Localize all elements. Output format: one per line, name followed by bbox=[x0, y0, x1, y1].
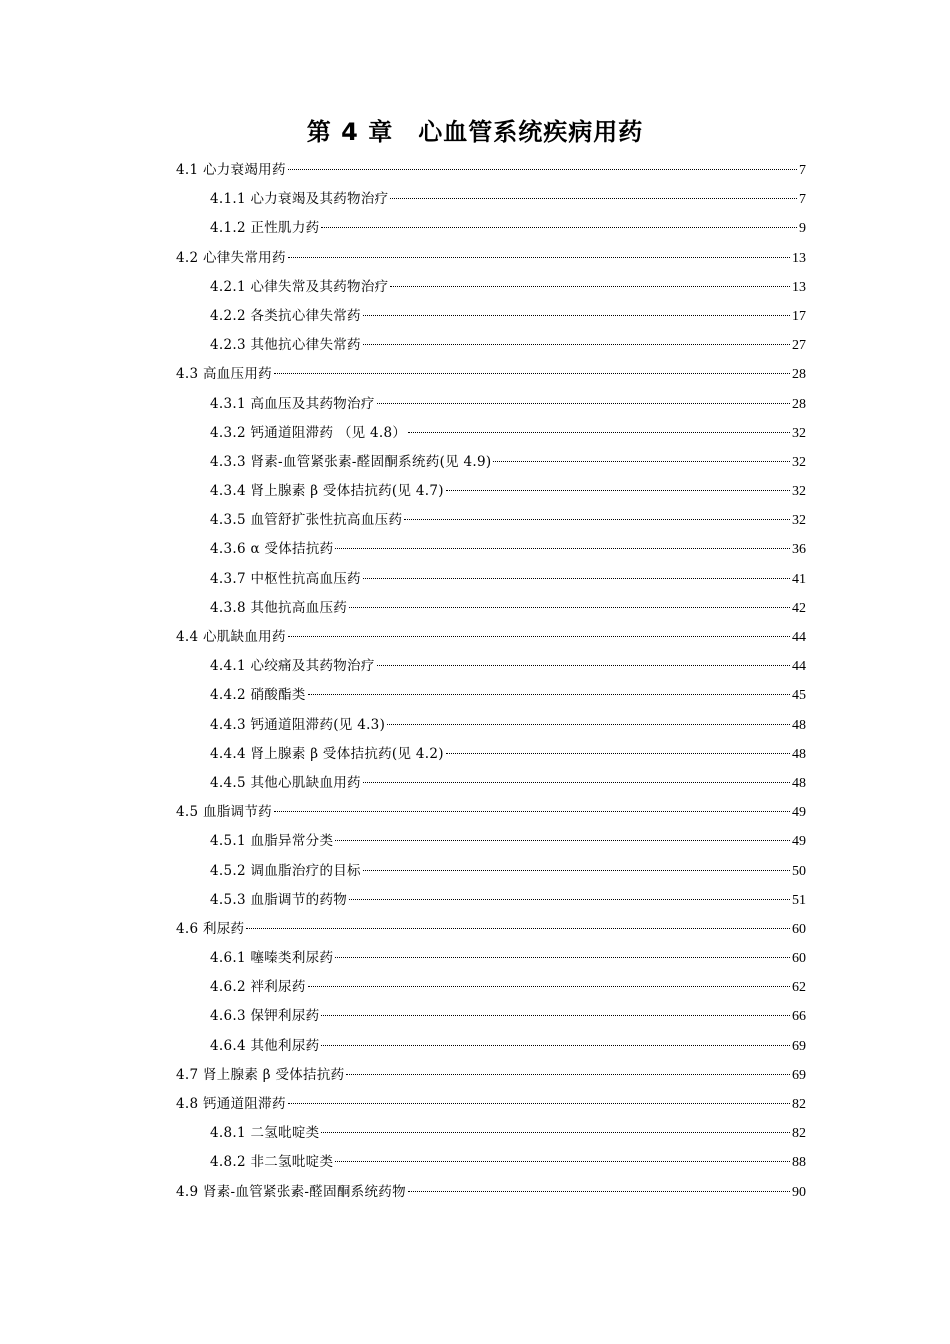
toc-entry-label: 4.5.1 血脂异常分类 bbox=[210, 833, 334, 850]
toc-subsection-entry[interactable] bbox=[176, 769, 806, 798]
toc-subsection-entry[interactable] bbox=[176, 1002, 806, 1031]
toc-dot-leader bbox=[321, 1015, 790, 1016]
toc-dot-leader bbox=[446, 490, 790, 491]
toc-subsection-entry[interactable] bbox=[176, 857, 806, 886]
toc-page-number: 32 bbox=[792, 513, 806, 529]
toc-subsection-entry[interactable] bbox=[176, 302, 806, 331]
toc-entry-label: 4.3.1 高血压及其药物治疗 bbox=[210, 395, 375, 412]
toc-dot-leader bbox=[335, 1161, 790, 1162]
toc-entry-label: 4.4.4 肾上腺素 β 受体拮抗药(见 4.2) bbox=[210, 745, 444, 762]
toc-subsection-entry[interactable] bbox=[176, 1119, 806, 1148]
toc-dot-leader bbox=[335, 957, 790, 958]
toc-entry-label: 4.3.4 肾上腺素 β 受体拮抗药(见 4.7) bbox=[210, 483, 444, 500]
toc-page-number: 48 bbox=[792, 746, 806, 762]
toc-subsection-entry[interactable] bbox=[176, 944, 806, 973]
toc-entry-label: 4.2.2 各类抗心律失常药 bbox=[210, 307, 361, 324]
toc-subsection-entry[interactable] bbox=[176, 506, 806, 535]
toc-subsection-entry[interactable] bbox=[176, 565, 806, 594]
toc-dot-leader bbox=[404, 519, 790, 520]
toc-subsection-entry[interactable] bbox=[176, 740, 806, 769]
toc-section-entry[interactable] bbox=[176, 798, 806, 827]
toc-page-number: 27 bbox=[792, 338, 806, 354]
toc-page-number: 60 bbox=[792, 921, 806, 937]
toc-page-number: 48 bbox=[792, 775, 806, 791]
toc-dot-leader bbox=[377, 403, 790, 404]
toc-dot-leader bbox=[308, 694, 790, 695]
toc-entry-label: 4.8 钙通道阻滞药 bbox=[176, 1096, 286, 1112]
toc-subsection-entry[interactable] bbox=[176, 214, 806, 243]
toc-entry-label: 4.4 心肌缺血用药 bbox=[176, 629, 286, 645]
toc-section-entry[interactable] bbox=[176, 360, 806, 389]
toc-dot-leader bbox=[446, 753, 790, 754]
toc-subsection-entry[interactable] bbox=[176, 185, 806, 214]
toc-dot-leader bbox=[288, 1103, 790, 1104]
toc-dot-leader bbox=[363, 315, 790, 316]
toc-entry-label: 4.8.2 非二氢吡啶类 bbox=[210, 1154, 334, 1171]
toc-page-number: 51 bbox=[792, 892, 806, 908]
toc-dot-leader bbox=[363, 782, 790, 783]
toc-dot-leader bbox=[363, 344, 790, 345]
toc-dot-leader bbox=[274, 811, 790, 812]
toc-page-number: 44 bbox=[792, 659, 806, 675]
toc-dot-leader bbox=[335, 840, 790, 841]
toc-page-number: 50 bbox=[792, 863, 806, 879]
toc-page-number: 82 bbox=[792, 1097, 806, 1112]
toc-dot-leader bbox=[387, 724, 790, 725]
toc-entry-label: 4.1.2 正性肌力药 bbox=[210, 220, 320, 237]
toc-page-number: 49 bbox=[792, 805, 806, 821]
toc-page-number: 42 bbox=[792, 600, 806, 616]
toc-dot-leader bbox=[321, 227, 797, 228]
toc-subsection-entry[interactable] bbox=[176, 886, 806, 915]
toc-subsection-entry[interactable] bbox=[176, 681, 806, 710]
toc-entry-label: 4.6 利尿药 bbox=[176, 920, 245, 937]
chapter-title: 第 4 章 心血管系统疾病用药 bbox=[306, 118, 644, 146]
toc-entry-label: 4.4.5 其他心肌缺血用药 bbox=[210, 774, 361, 791]
toc-entry-label: 4.3.3 肾素-血管紧张素-醛固酮系统药(见 4.9) bbox=[210, 453, 492, 470]
toc-dot-leader bbox=[493, 461, 790, 462]
toc-subsection-entry[interactable] bbox=[176, 535, 806, 564]
toc-section-entry[interactable] bbox=[176, 1061, 806, 1090]
toc-entry-label: 4.4.1 心绞痛及其药物治疗 bbox=[210, 658, 375, 675]
toc-dot-leader bbox=[408, 432, 790, 433]
toc-page-number: 60 bbox=[792, 951, 806, 967]
toc-page-number: 7 bbox=[799, 192, 806, 208]
toc-subsection-entry[interactable] bbox=[176, 594, 806, 623]
toc-page-number: 82 bbox=[792, 1126, 806, 1142]
toc-entry-label: 4.5 血脂调节药 bbox=[176, 804, 272, 821]
toc-page-number: 32 bbox=[792, 425, 806, 441]
toc-dot-leader bbox=[349, 607, 790, 608]
table-of-contents bbox=[176, 156, 806, 1207]
toc-entry-label: 4.4.2 硝酸酯类 bbox=[210, 687, 306, 704]
toc-entry-label: 4.1 心力衰竭用药 bbox=[176, 162, 286, 178]
toc-dot-leader bbox=[246, 928, 790, 929]
toc-page-number: 62 bbox=[792, 980, 806, 996]
toc-entry-label: 4.6.3 保钾利尿药 bbox=[210, 1008, 320, 1025]
toc-subsection-entry[interactable] bbox=[176, 477, 806, 506]
toc-entry-label: 4.5.2 调血脂治疗的目标 bbox=[210, 862, 361, 879]
toc-dot-leader bbox=[321, 1045, 790, 1046]
toc-entry-label: 4.4.3 钙通道阻滞药(见 4.3) bbox=[210, 716, 386, 733]
toc-entry-label: 4.3.6 α 受体拮抗药 bbox=[210, 541, 334, 558]
toc-dot-leader bbox=[346, 1074, 790, 1075]
toc-page-number: 41 bbox=[792, 571, 806, 587]
toc-entry-label: 4.7 肾上腺素 β 受体拮抗药 bbox=[176, 1066, 345, 1083]
toc-subsection-entry[interactable] bbox=[176, 331, 806, 360]
toc-dot-leader bbox=[390, 198, 797, 199]
toc-page-number: 49 bbox=[792, 834, 806, 850]
toc-page-number: 32 bbox=[792, 484, 806, 500]
toc-entry-label: 4.3.8 其他抗高血压药 bbox=[210, 599, 348, 616]
toc-page-number: 7 bbox=[799, 163, 806, 178]
toc-subsection-entry[interactable] bbox=[176, 273, 806, 302]
toc-page-number: 36 bbox=[792, 542, 806, 558]
toc-subsection-entry[interactable] bbox=[176, 1148, 806, 1177]
toc-dot-leader bbox=[408, 1191, 790, 1192]
toc-page-number: 32 bbox=[792, 454, 806, 470]
toc-page-number: 66 bbox=[792, 1009, 806, 1025]
toc-section-entry[interactable] bbox=[176, 915, 806, 944]
toc-subsection-entry[interactable] bbox=[176, 652, 806, 681]
toc-section-entry[interactable] bbox=[176, 244, 806, 273]
toc-entry-label: 4.6.2 袢利尿药 bbox=[210, 979, 306, 996]
toc-dot-leader bbox=[288, 257, 790, 258]
toc-subsection-entry[interactable] bbox=[176, 827, 806, 856]
toc-page-number: 88 bbox=[792, 1155, 806, 1171]
toc-dot-leader bbox=[321, 1132, 790, 1133]
toc-page-number: 9 bbox=[799, 221, 806, 237]
toc-page-number: 90 bbox=[792, 1184, 806, 1200]
toc-dot-leader bbox=[390, 286, 790, 287]
toc-dot-leader bbox=[363, 578, 790, 579]
toc-page-number: 69 bbox=[792, 1067, 806, 1083]
toc-page-number: 13 bbox=[792, 250, 806, 266]
toc-entry-label: 4.2.1 心律失常及其药物治疗 bbox=[210, 278, 389, 295]
toc-page-number: 44 bbox=[792, 630, 806, 645]
toc-page-number: 28 bbox=[792, 367, 806, 383]
toc-subsection-entry[interactable] bbox=[176, 448, 806, 477]
toc-entry-label: 4.3 高血压用药 bbox=[176, 366, 272, 383]
toc-entry-label: 4.3.5 血管舒扩张性抗高血压药 bbox=[210, 512, 403, 529]
toc-entry-label: 4.8.1 二氢吡啶类 bbox=[210, 1125, 320, 1142]
toc-page-number: 13 bbox=[792, 279, 806, 295]
toc-entry-label: 4.2.3 其他抗心律失常药 bbox=[210, 337, 361, 354]
toc-dot-leader bbox=[377, 665, 790, 666]
toc-subsection-entry[interactable] bbox=[176, 711, 806, 740]
toc-subsection-entry[interactable] bbox=[176, 973, 806, 1002]
toc-page-number: 17 bbox=[792, 308, 806, 324]
toc-entry-label: 4.2 心律失常用药 bbox=[176, 249, 286, 266]
toc-entry-label: 4.3.2 钙通道阻滞药 （见 4.8） bbox=[210, 424, 407, 441]
toc-entry-label: 4.6.4 其他利尿药 bbox=[210, 1037, 320, 1054]
toc-dot-leader bbox=[349, 899, 790, 900]
toc-section-entry[interactable] bbox=[176, 156, 806, 185]
toc-entry-label: 4.5.3 血脂调节的药物 bbox=[210, 891, 348, 908]
toc-dot-leader bbox=[288, 636, 790, 637]
toc-entry-label: 4.6.1 噻嗪类利尿药 bbox=[210, 950, 334, 967]
toc-entry-label: 4.1.1 心力衰竭及其药物治疗 bbox=[210, 191, 389, 208]
toc-entry-label: 4.9 肾素-血管紧张素-醛固酮系统药物 bbox=[176, 1183, 406, 1200]
toc-subsection-entry[interactable] bbox=[176, 390, 806, 419]
toc-dot-leader bbox=[308, 986, 790, 987]
toc-dot-leader bbox=[363, 870, 790, 871]
toc-page-number: 48 bbox=[792, 717, 806, 733]
toc-section-entry[interactable] bbox=[176, 1178, 806, 1207]
toc-page-number: 69 bbox=[792, 1038, 806, 1054]
toc-dot-leader bbox=[335, 548, 790, 549]
toc-subsection-entry[interactable] bbox=[176, 419, 806, 448]
toc-entry-label: 4.3.7 中枢性抗高血压药 bbox=[210, 570, 361, 587]
toc-subsection-entry[interactable] bbox=[176, 1032, 806, 1061]
toc-page-number: 28 bbox=[792, 396, 806, 412]
toc-dot-leader bbox=[274, 373, 790, 374]
toc-page-number: 45 bbox=[792, 688, 806, 704]
toc-section-entry[interactable] bbox=[176, 623, 806, 652]
toc-dot-leader bbox=[288, 169, 797, 170]
toc-section-entry[interactable] bbox=[176, 1090, 806, 1119]
